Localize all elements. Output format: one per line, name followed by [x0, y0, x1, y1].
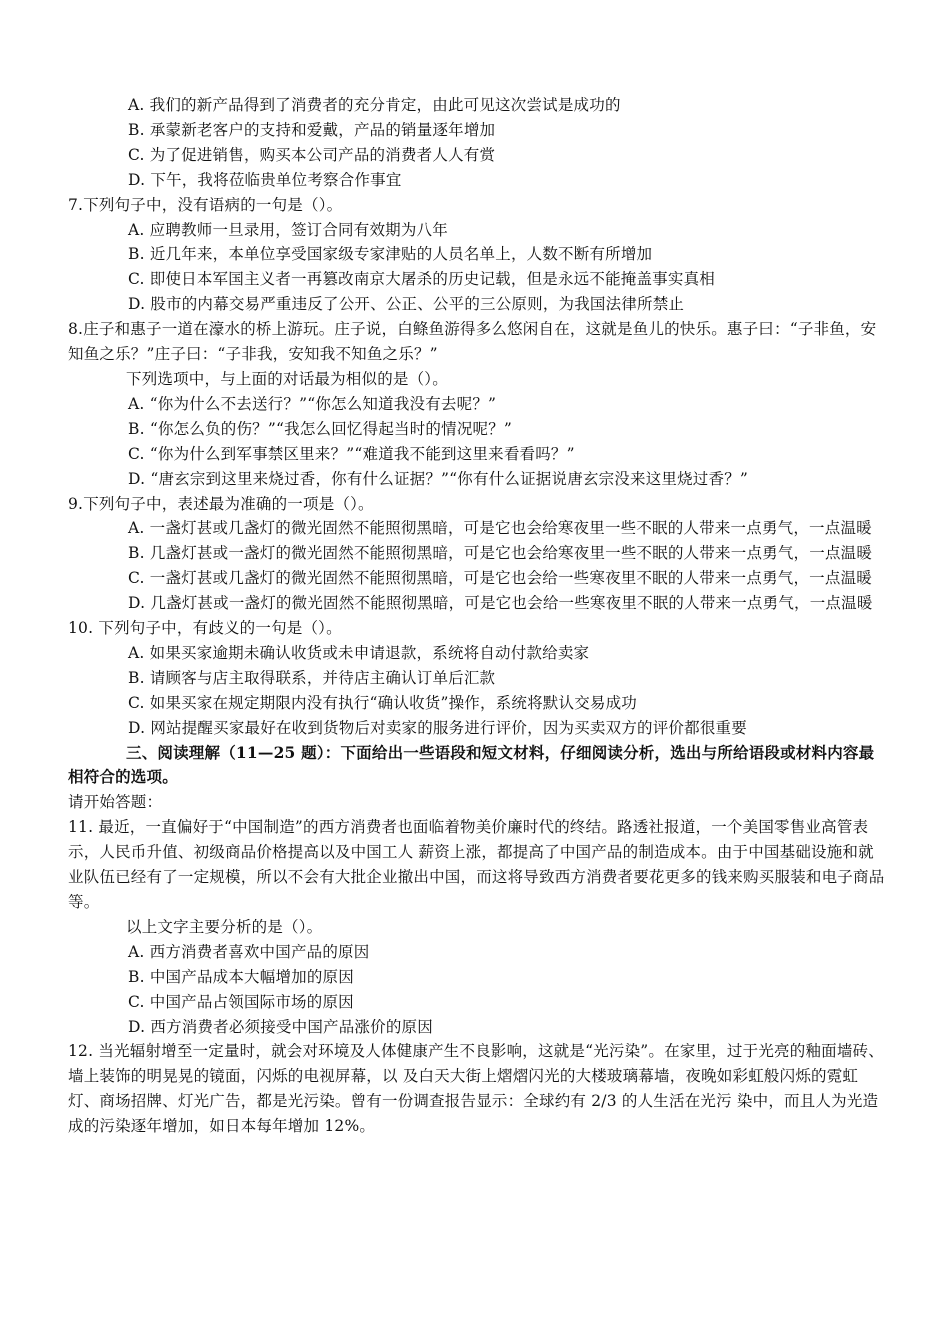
q8-option-d[interactable]: D. “唐玄宗到这里来烧过香，你有什么证据？”“你有什么证据说唐玄宗没来这里烧过香？”: [128, 469, 749, 488]
q11-option-b[interactable]: B. 中国产品成本大幅增加的原因: [128, 967, 354, 986]
q9-option-a[interactable]: A. 一盏灯甚或几盏灯的微光固然不能照彻黑暗，可是它也会给寒夜里一些不眠的人带来一点勇气，一点温暖: [128, 519, 872, 538]
exam-page: [68, 93, 888, 1139]
q6-option-d[interactable]: D. 下午，我将莅临贵单位考察合作事宜: [128, 170, 402, 189]
start-instruction: 请开始答题：: [68, 793, 163, 812]
q11-stem: 11. 最近，一直偏好于“中国制造”的西方消费者也面临着物美价廉时代的终结。路透社报道，一个美国零售业高管表示，人民币升值、初级商品价格提高以及中国工人 薪资上涨，都提高了中国产品的制造成本。由于中国基础设施和就业队伍已经有了一定规模，所以不会有大批企业撤出中国，而这将导致西方消费者要花更多的钱来购买服装和电子商品等。: [68, 818, 885, 911]
q7-option-c[interactable]: C. 即使日本军国主义者一再篡改南京大屠杀的历史记载，但是永远不能掩盖事实真相: [128, 270, 715, 289]
q8-option-a[interactable]: A. “你为什么不去送行？”“你怎么知道我没有去呢？”: [128, 394, 497, 413]
q7-stem: 7.下列句子中，没有语病的一句是（）。: [68, 195, 343, 214]
q9-option-b[interactable]: B. 几盏灯甚或一盏灯的微光固然不能照彻黑暗，可是它也会给寒夜里一些不眠的人带来一点勇气，一点温暖: [128, 544, 873, 563]
q6-option-c[interactable]: C. 为了促进销售，购买本公司产品的消费者人人有赏: [128, 145, 496, 164]
q9-stem: 9.下列句子中，表述最为准确的一项是（）。: [68, 494, 374, 513]
section-heading: 三、阅读理解（11—25 题）：下面给出一些语段和短文材料，仔细阅读分析，选出与所给语段或材料内容最相符合的选项。: [68, 742, 875, 787]
q6-option-b[interactable]: B. 承蒙新老客户的支持和爱戴，产品的销量逐年增加: [128, 120, 496, 139]
q10-option-d[interactable]: D. 网站提醒买家最好在收到货物后对卖家的服务进行评价，因为买卖双方的评价都很重要: [128, 718, 747, 737]
q7-option-d[interactable]: D. 股市的内幕交易严重违反了公开、公正、公平的三公原则，为我国法律所禁止: [128, 295, 685, 314]
q9-option-d[interactable]: D. 几盏灯甚或一盏灯的微光固然不能照彻黑暗，可是它也会给一些寒夜里不眠的人带来一点勇气，一点温暖: [128, 594, 873, 613]
q9-option-c[interactable]: C. 一盏灯甚或几盏灯的微光固然不能照彻黑暗，可是它也会给一些寒夜里不眠的人带来一点勇气，一点温暖: [128, 569, 872, 588]
q10-option-c[interactable]: C. 如果买家在规定期限内没有执行“确认收货”操作，系统将默认交易成功: [128, 693, 638, 712]
q8-option-b[interactable]: B. “你怎么负的伤？”“我怎么回忆得起当时的情况呢？”: [128, 419, 513, 438]
q11-option-c[interactable]: C. 中国产品占领国际市场的原因: [128, 992, 354, 1011]
q7-option-b[interactable]: B. 近几年来，本单位享受国家级专家津贴的人员名单上，人数不断有所增加: [128, 245, 653, 264]
q10-option-b[interactable]: B. 请顾客与店主取得联系，并待店主确认订单后汇款: [128, 668, 496, 687]
q8-stem: 8.庄子和惠子一道在濠水的桥上游玩。庄子说，白鲦鱼游得多么悠闲自在，这就是鱼儿的快乐。惠子曰：“子非鱼，安知鱼之乐？”庄子曰：“子非我，安知我不知鱼之乐？”: [68, 320, 877, 364]
q12-stem: 12. 当光辐射增至一定量时，就会对环境及人体健康产生不良影响，这就是“光污染”。在家里，过于光亮的釉面墙砖、墙上装饰的明晃晃的镜面，闪烁的电视屏幕，以 及白天大街上熠熠闪光的大楼玻璃幕墙，夜晚如彩虹般闪烁的霓虹灯、商场招牌、灯光广告，都是光污染。曾有一份调查报告显示：全球约有 2/3 的人生活在光污 染中，而且人为光造成的污染逐年增加，如日本每年增加 12%。: [68, 1042, 884, 1136]
q6-option-a[interactable]: A. 我们的新产品得到了消费者的充分肯定，由此可见这次尝试是成功的: [128, 96, 621, 114]
q11-option-a[interactable]: A. 西方消费者喜欢中国产品的原因: [128, 942, 370, 961]
q11-option-d[interactable]: D. 西方消费者必须接受中国产品涨价的原因: [128, 1017, 433, 1036]
q8-option-c[interactable]: C. “你为什么到军事禁区里来？”“难道我不能到这里来看看吗？”: [128, 444, 575, 463]
q10-stem: 10. 下列句子中，有歧义的一句是（）。: [68, 619, 342, 638]
q7-option-a[interactable]: A. 应聘教师一旦录用，签订合同有效期为八年: [128, 220, 448, 239]
q11-prompt: 以上文字主要分析的是（）。: [126, 917, 323, 936]
q10-option-a[interactable]: A. 如果买家逾期未确认收货或未申请退款，系统将自动付款给卖家: [128, 643, 590, 662]
q8-prompt: 下列选项中，与上面的对话最为相似的是（）。: [126, 369, 448, 388]
